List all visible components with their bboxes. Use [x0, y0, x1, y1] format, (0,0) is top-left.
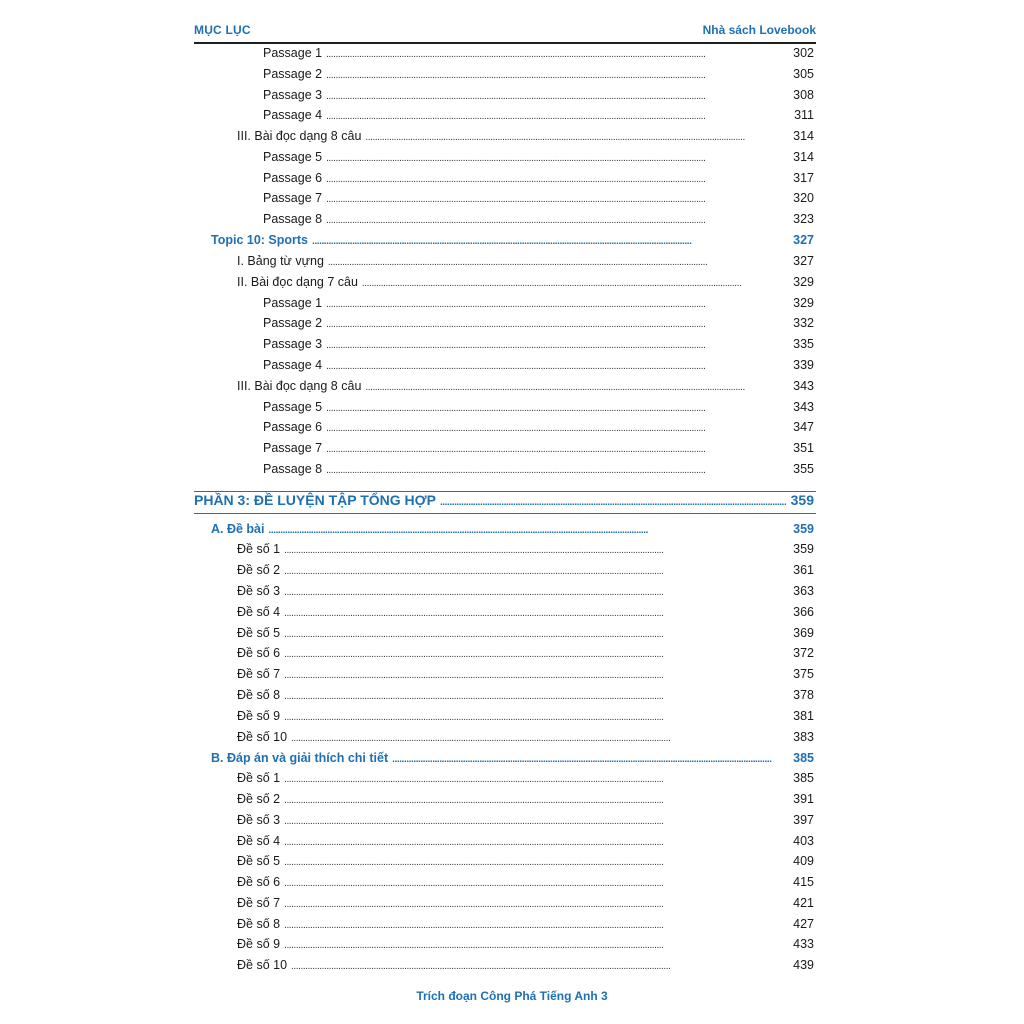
- toc-entry-page-number: 415: [793, 875, 814, 889]
- toc-entry-title: Passage 6: [263, 171, 323, 185]
- toc-entry: [263, 400, 814, 418]
- toc-entry-page-number: 375: [793, 667, 814, 681]
- toc-entry-title: PHẦN 3: ĐỀ LUYỆN TẬP TỔNG HỢP: [194, 492, 436, 508]
- toc-entry-title: Đề số 9: [237, 937, 281, 951]
- dot-leader: [326, 194, 786, 205]
- toc-entry: [237, 584, 814, 602]
- toc-entry: [237, 917, 814, 935]
- toc-section-heading: [211, 522, 814, 540]
- toc-entry-title: B. Đáp án và giải thích chi tiết: [211, 751, 389, 765]
- toc-entry-title: Passage 4: [263, 358, 323, 372]
- toc-entry-page-number: 317: [793, 171, 814, 185]
- toc-entry-title: Đề số 10: [237, 730, 288, 744]
- toc-entry-page-number: 308: [793, 88, 814, 102]
- toc-entry-title: Passage 5: [263, 400, 323, 414]
- dot-leader: [326, 91, 786, 102]
- dot-leader: [284, 920, 786, 931]
- toc-entry: [237, 771, 814, 789]
- dot-leader: [284, 712, 786, 723]
- page-footer: Trích đoạn Công Phá Tiếng Anh 3: [416, 989, 608, 1003]
- toc-entry-page-number: 369: [793, 626, 814, 640]
- toc-entry-page-number: 385: [793, 751, 814, 765]
- toc-entry: [263, 358, 814, 376]
- toc-entry-page-number: 302: [793, 46, 814, 60]
- toc-entry: [237, 129, 814, 147]
- dot-leader: [326, 403, 786, 414]
- toc-entry-page-number: 323: [793, 212, 814, 226]
- toc-entry-page-number: 343: [793, 379, 814, 393]
- toc-entry-page-number: 339: [793, 358, 814, 372]
- toc-entry-title: Đề số 4: [237, 605, 281, 619]
- toc-entry-page-number: 381: [793, 709, 814, 723]
- toc-entry: [263, 420, 814, 438]
- toc-entry-page-number: 359: [793, 522, 814, 536]
- toc-entry: [237, 688, 814, 706]
- toc-entry-page-number: 329: [793, 275, 814, 289]
- toc-entry: [237, 709, 814, 727]
- toc-entry-title: Passage 7: [263, 191, 323, 205]
- toc-entry: [263, 191, 814, 209]
- toc-entry: [263, 108, 814, 126]
- part-divider-bottom: [194, 513, 816, 514]
- toc-entry-title: Đề số 2: [237, 563, 281, 577]
- toc-entry-page-number: 397: [793, 813, 814, 827]
- toc-entry-page-number: 335: [793, 337, 814, 351]
- toc-entry-page-number: 359: [793, 542, 814, 556]
- toc-entry-title: Đề số 10: [237, 958, 288, 972]
- dot-leader: [284, 545, 786, 556]
- toc-entry-page-number: 363: [793, 584, 814, 598]
- toc-entry-title: Passage 3: [263, 337, 323, 351]
- toc-entry-page-number: 327: [793, 254, 814, 268]
- dot-leader: [291, 733, 786, 744]
- toc-entry-page-number: 320: [793, 191, 814, 205]
- toc-entry-page-number: 329: [793, 296, 814, 310]
- dot-leader: [284, 837, 786, 848]
- toc-entry-title: Passage 7: [263, 441, 323, 455]
- toc-entry: [237, 667, 814, 685]
- dot-leader: [365, 132, 786, 143]
- toc-entry: [237, 792, 814, 810]
- dot-leader: [326, 215, 786, 226]
- toc-entry: [237, 896, 814, 914]
- header-publisher: Nhà sách Lovebook: [702, 23, 816, 37]
- toc-entry: [263, 316, 814, 334]
- toc-entry-page-number: 314: [793, 150, 814, 164]
- toc-entry-page-number: 355: [793, 462, 814, 476]
- toc-entry: [263, 212, 814, 230]
- toc-entry-title: Đề số 6: [237, 646, 281, 660]
- toc-entry-page-number: 311: [794, 108, 814, 122]
- toc-entry-title: Đề số 5: [237, 854, 281, 868]
- toc-entry: [263, 171, 814, 189]
- dot-leader: [284, 899, 786, 910]
- dot-leader: [326, 340, 786, 351]
- toc-entry-page-number: 391: [793, 792, 814, 806]
- toc-entry: [237, 379, 814, 397]
- toc-entry: [237, 626, 814, 644]
- toc-entry: [263, 337, 814, 355]
- toc-entry: [237, 937, 814, 955]
- toc-entry-page-number: 327: [793, 233, 814, 247]
- toc-entry: [237, 254, 814, 272]
- toc-entry: [263, 441, 814, 459]
- dot-leader: [284, 940, 786, 951]
- toc-entry: [263, 46, 814, 64]
- toc-entry-page-number: 366: [793, 605, 814, 619]
- dot-leader: [326, 70, 786, 81]
- toc-entry: [237, 813, 814, 831]
- toc-entry-title: Passage 2: [263, 67, 323, 81]
- dot-leader: [326, 319, 786, 330]
- dot-leader: [284, 816, 786, 827]
- toc-entry-title: Passage 3: [263, 88, 323, 102]
- dot-leader: [326, 153, 786, 164]
- toc-entry-page-number: 332: [793, 316, 814, 330]
- toc-entry: [237, 834, 814, 852]
- dot-leader: [312, 236, 786, 247]
- toc-entry: [237, 730, 814, 748]
- dot-leader: [326, 444, 786, 455]
- toc-entry: [237, 854, 814, 872]
- dot-leader: [284, 795, 786, 806]
- toc-entry-title: Passage 1: [263, 296, 323, 310]
- toc-entry-title: Đề số 2: [237, 792, 281, 806]
- toc-entry: [237, 275, 814, 293]
- toc-entry-title: Đề số 4: [237, 834, 281, 848]
- toc-entry-page-number: 385: [793, 771, 814, 785]
- dot-leader: [284, 587, 786, 598]
- toc-entry-page-number: 433: [793, 937, 814, 951]
- toc-entry-title: Đề số 8: [237, 688, 281, 702]
- toc-entry-title: I. Bảng từ vựng: [237, 254, 324, 268]
- toc-entry-page-number: 409: [793, 854, 814, 868]
- toc-entry: [237, 646, 814, 664]
- toc-entry-title: II. Bài đọc dạng 7 câu: [237, 275, 358, 289]
- dot-leader: [440, 497, 786, 508]
- toc-entry-page-number: 351: [793, 441, 814, 455]
- toc-entry: [237, 875, 814, 893]
- toc-entry-title: Đề số 3: [237, 813, 281, 827]
- dot-leader: [284, 691, 786, 702]
- toc-entry-title: Passage 8: [263, 212, 323, 226]
- toc-entry: [263, 88, 814, 106]
- toc-entry: [263, 296, 814, 314]
- toc-entry-page-number: 403: [793, 834, 814, 848]
- dot-leader: [362, 278, 786, 289]
- toc-entry-title: Đề số 7: [237, 667, 281, 681]
- toc-entry-title: Đề số 8: [237, 917, 281, 931]
- dot-leader: [284, 566, 786, 577]
- toc-entry-page-number: 421: [793, 896, 814, 910]
- dot-leader: [291, 961, 786, 972]
- toc-entry: [237, 542, 814, 560]
- toc-entry-page-number: 378: [793, 688, 814, 702]
- toc-entry-title: III. Bài đọc dạng 8 câu: [237, 129, 362, 143]
- toc-entry-title: Passage 6: [263, 420, 323, 434]
- part-divider-top: [194, 491, 816, 492]
- dot-leader: [284, 878, 786, 889]
- toc-entry: [263, 150, 814, 168]
- dot-leader: [326, 111, 786, 122]
- toc-entry-title: Passage 1: [263, 46, 323, 60]
- toc-entry-page-number: 439: [793, 958, 814, 972]
- toc-entry-page-number: 305: [793, 67, 814, 81]
- toc-entry: [237, 605, 814, 623]
- dot-leader: [284, 649, 786, 660]
- dot-leader: [326, 465, 786, 476]
- toc-entry: [263, 67, 814, 85]
- toc-entry-title: Đề số 9: [237, 709, 281, 723]
- toc-entry-page-number: 359: [790, 492, 814, 508]
- toc-entry-title: Passage 8: [263, 462, 323, 476]
- toc-entry-page-number: 427: [793, 917, 814, 931]
- dot-leader: [365, 382, 786, 393]
- toc-entry-title: Topic 10: Sports: [211, 233, 309, 247]
- dot-leader: [326, 174, 786, 185]
- toc-entry: [237, 563, 814, 581]
- dot-leader: [269, 525, 787, 536]
- dot-leader: [326, 361, 786, 372]
- toc-entry-title: Đề số 1: [237, 542, 281, 556]
- toc-section-heading: [211, 233, 814, 251]
- toc-entry-page-number: 361: [793, 563, 814, 577]
- toc-entry-page-number: 314: [793, 129, 814, 143]
- dot-leader: [392, 754, 786, 765]
- toc-entry-title: Passage 5: [263, 150, 323, 164]
- toc-entry-title: Đề số 7: [237, 896, 281, 910]
- toc-entry-page-number: 383: [793, 730, 814, 744]
- toc-entry-title: A. Đề bài: [211, 522, 265, 536]
- toc-entry-page-number: 347: [793, 420, 814, 434]
- dot-leader: [284, 857, 786, 868]
- toc-entry-title: III. Bài đọc dạng 8 câu: [237, 379, 362, 393]
- toc-part-heading: [194, 492, 814, 510]
- dot-leader: [326, 49, 786, 60]
- dot-leader: [284, 670, 786, 681]
- toc-entry-title: Đề số 1: [237, 771, 281, 785]
- toc-entry-title: Đề số 5: [237, 626, 281, 640]
- toc-entry-title: Đề số 6: [237, 875, 281, 889]
- dot-leader: [284, 608, 786, 619]
- toc-entry-page-number: 372: [793, 646, 814, 660]
- dot-leader: [284, 774, 786, 785]
- dot-leader: [326, 299, 786, 310]
- toc-entry: [237, 958, 814, 976]
- page-header: [194, 22, 816, 44]
- dot-leader: [326, 423, 786, 434]
- toc-entry: [263, 462, 814, 480]
- toc-entry-title: Passage 4: [263, 108, 323, 122]
- toc-section-heading: [211, 751, 814, 769]
- dot-leader: [284, 629, 786, 640]
- toc-entry-page-number: 343: [793, 400, 814, 414]
- dot-leader: [328, 257, 786, 268]
- toc-entry-title: Passage 2: [263, 316, 323, 330]
- header-section-title: MỤC LỤC: [194, 23, 251, 37]
- toc-entry-title: Đề số 3: [237, 584, 281, 598]
